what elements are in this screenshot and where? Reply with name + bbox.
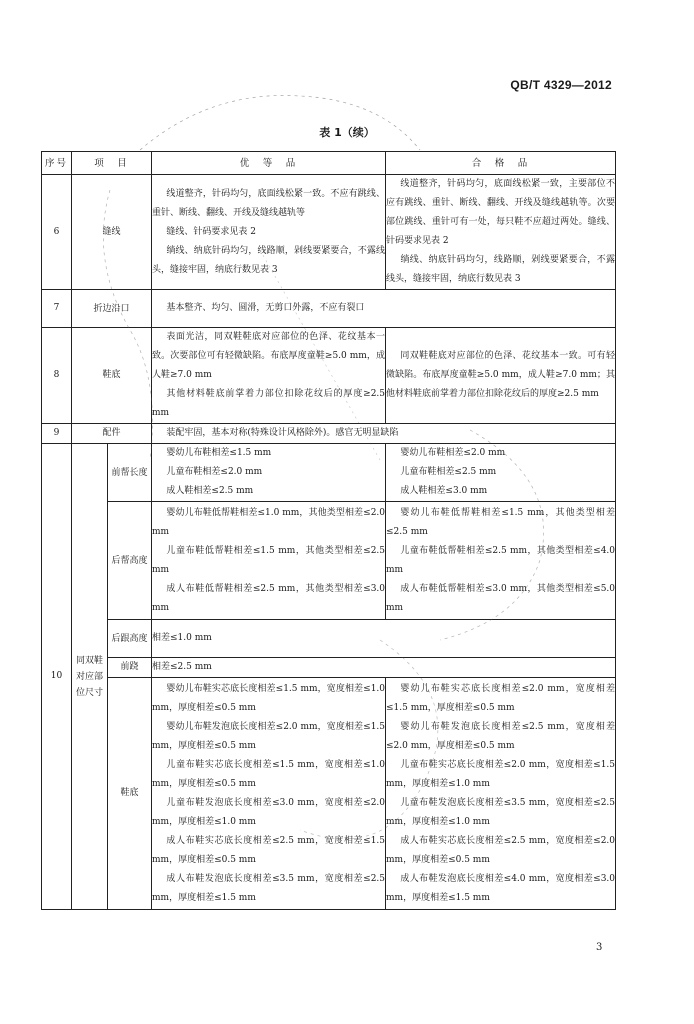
table-row <box>42 290 616 328</box>
table-title: 表 1（续） <box>319 126 375 139</box>
requirement-text: 儿童布鞋发泡底长度相差≤3.0 mm，宽度相差≤2.0 mm，厚度相差≤1.0 mm <box>152 797 386 827</box>
table-row <box>42 175 616 290</box>
requirement-text: 婴幼儿布鞋低帮鞋相差≤1.0 mm，其他类型相差≤2.0 mm <box>152 507 386 537</box>
row-number: 10 <box>42 444 72 910</box>
table-row <box>42 678 616 910</box>
qualified-cell <box>386 328 616 424</box>
requirement-text: 成人布鞋低帮鞋相差≤2.5 mm，其他类型相差≤3.0 mm <box>152 583 386 613</box>
requirement-text: 婴幼儿布鞋实芯底长度相差≤1.5 mm，宽度相差≤1.0 mm，厚度相差≤0.5 mm <box>152 683 386 713</box>
table-row <box>42 658 616 678</box>
row-item: 配件 <box>72 424 152 444</box>
requirement-text: 成人布鞋发泡底长度相差≤4.0 mm，宽度相差≤3.0 mm，厚度相差≤1.5 mm <box>386 873 616 903</box>
merged-requirement-cell <box>152 424 616 444</box>
qualified-cell <box>386 678 616 910</box>
requirement-text: 儿童布鞋相差≤2.5 mm <box>400 467 497 477</box>
row-number: 7 <box>42 290 72 328</box>
col-header-item: 项 目 <box>72 152 152 175</box>
requirement-text: 相差≤1.0 mm <box>152 633 212 643</box>
requirement-text: 线道整齐，针码均匀，底面线松紧一致。不应有跳线、重针、断线、翻线、开线及缝线越轨等 <box>152 188 386 218</box>
requirement-text: 基本整齐、均匀、圆滑，无剪口外露，不应有裂口 <box>166 303 365 313</box>
requirement-text: 成人鞋相差≤3.0 mm <box>400 486 488 496</box>
requirement-text: 相差≤2.5 mm <box>152 662 212 672</box>
merged-requirement-cell <box>152 620 616 658</box>
sub-item: 后跟高度 <box>108 620 152 658</box>
row-item: 鞋底 <box>72 328 152 424</box>
requirement-text: 婴幼儿布鞋相差≤2.0 mm <box>400 448 506 458</box>
col-header-superior: 优 等 品 <box>152 152 386 175</box>
requirement-text: 儿童布鞋发泡底长度相差≤3.5 mm，宽度相差≤2.5 mm，厚度相差≤1.0 mm <box>386 797 616 827</box>
requirement-text: 儿童布鞋实芯底长度相差≤2.0 mm，宽度相差≤1.5 mm，厚度相差≤1.0 mm <box>386 759 616 789</box>
requirement-text: 成人布鞋发泡底长度相差≤3.5 mm，宽度相差≤2.5 mm，厚度相差≤1.5 mm <box>152 873 386 903</box>
superior-cell <box>152 175 386 290</box>
requirement-text: 线道整齐，针码均匀，底面线松紧一致，主要部位不应有跳线、重针、断线、翻线、开线及缝线越轨等。次要部位跳线、重针可有一处，每只鞋不应超过两处。缝线、针码要求见表 2 <box>386 179 616 246</box>
superior-cell <box>152 678 386 910</box>
spec-table <box>41 151 616 910</box>
row-item: 同双鞋对应部位尺寸 <box>72 444 108 910</box>
superior-cell <box>152 328 386 424</box>
row-number: 9 <box>42 424 72 444</box>
col-header-qualified: 合 格 品 <box>386 152 616 175</box>
requirement-text: 成人布鞋实芯底长度相差≤2.5 mm，宽度相差≤1.5 mm，厚度相差≤0.5 mm <box>152 835 386 865</box>
table-header-row <box>42 152 616 175</box>
qualified-cell <box>386 175 616 290</box>
requirement-text: 婴幼儿布鞋低帮鞋相差≤1.5 mm，其他类型相差≤2.5 mm <box>386 507 616 537</box>
requirement-text: 儿童布鞋实芯底长度相差≤1.5 mm，宽度相差≤1.0 mm，厚度相差≤0.5 mm <box>152 759 386 789</box>
merged-requirement-cell <box>152 658 616 678</box>
requirement-text: 表面光洁，同双鞋鞋底对应部位的色泽、花纹基本一致。次要部位可有轻微缺陷。布底厚度童鞋≥5.0 mm，成人鞋≥7.0 mm <box>152 332 386 380</box>
sub-item: 前帮长度 <box>108 444 152 502</box>
table-row <box>42 444 616 502</box>
standard-code: QB/T 4329—2012 <box>510 78 612 92</box>
table-row <box>42 502 616 620</box>
requirement-text: 成人布鞋实芯底长度相差≤2.5 mm，宽度相差≤2.0 mm，厚度相差≤0.5 mm <box>386 835 616 865</box>
table-row <box>42 328 616 424</box>
requirement-text: 装配牢固，基本对称(特殊设计风格除外)。感官无明显缺陷 <box>166 428 399 438</box>
sub-item: 鞋底 <box>108 678 152 910</box>
col-header-no: 序号 <box>42 152 72 175</box>
row-number: 6 <box>42 175 72 290</box>
requirement-text: 其他材料鞋底前掌着力部位扣除花纹后的厚度≥2.5 mm <box>152 389 386 418</box>
superior-cell <box>152 444 386 502</box>
requirement-text: 婴幼儿布鞋发泡底长度相差≤2.0 mm，宽度相差≤1.5 mm，厚度相差≤0.5 mm <box>152 721 386 751</box>
row-item: 缝线 <box>72 175 152 290</box>
requirement-text: 婴幼儿布鞋发泡底长度相差≤2.5 mm，宽度相差≤2.0 mm，厚度相差≤0.5 mm <box>386 721 616 751</box>
qualified-cell <box>386 502 616 620</box>
qualified-cell <box>386 444 616 502</box>
requirement-text: 绱线、纳底针码均匀，线路顺，剁线要紧要合，不露线头，缝接牢固，纳底行数见表 3 <box>386 255 616 284</box>
requirement-text: 婴幼儿布鞋相差≤1.5 mm <box>166 448 272 458</box>
requirement-text: 婴幼儿布鞋实芯底长度相差≤2.0 mm，宽度相差≤1.5 mm，厚度相差≤0.5 mm <box>386 683 616 713</box>
sub-item: 前跷 <box>108 658 152 678</box>
requirement-text: 绱线、纳底针码均匀，线路顺，剁线要紧要合，不露线头，缝接牢固，纳底行数见表 3 <box>152 245 386 275</box>
requirement-text: 儿童布鞋低帮鞋相差≤1.5 mm，其他类型相差≤2.5 mm <box>152 545 386 575</box>
sub-item: 后帮高度 <box>108 502 152 620</box>
table-row <box>42 620 616 658</box>
requirement-text: 成人鞋相差≤2.5 mm <box>166 486 254 496</box>
merged-requirement-cell <box>152 290 616 328</box>
requirement-text: 成人布鞋低帮鞋相差≤3.0 mm，其他类型相差≤5.0 mm <box>386 583 616 613</box>
requirement-text: 同双鞋鞋底对应部位的色泽、花纹基本一致。可有轻微缺陷。布底厚度童鞋≥5.0 mm，成人鞋≥7.0 mm；其他材料鞋底前掌着力部位扣除花纹后的厚度≥2.5 mm <box>386 351 616 399</box>
table-row <box>42 424 616 444</box>
row-number: 8 <box>42 328 72 424</box>
requirement-text: 儿童布鞋相差≤2.0 mm <box>166 467 263 477</box>
superior-cell <box>152 502 386 620</box>
requirement-text: 儿童布鞋低帮鞋相差≤2.5 mm，其他类型相差≤4.0 mm <box>386 545 616 575</box>
row-item: 折边沿口 <box>72 290 152 328</box>
requirement-text: 缝线、针码要求见表 2 <box>166 226 256 237</box>
page-number: 3 <box>596 942 603 953</box>
